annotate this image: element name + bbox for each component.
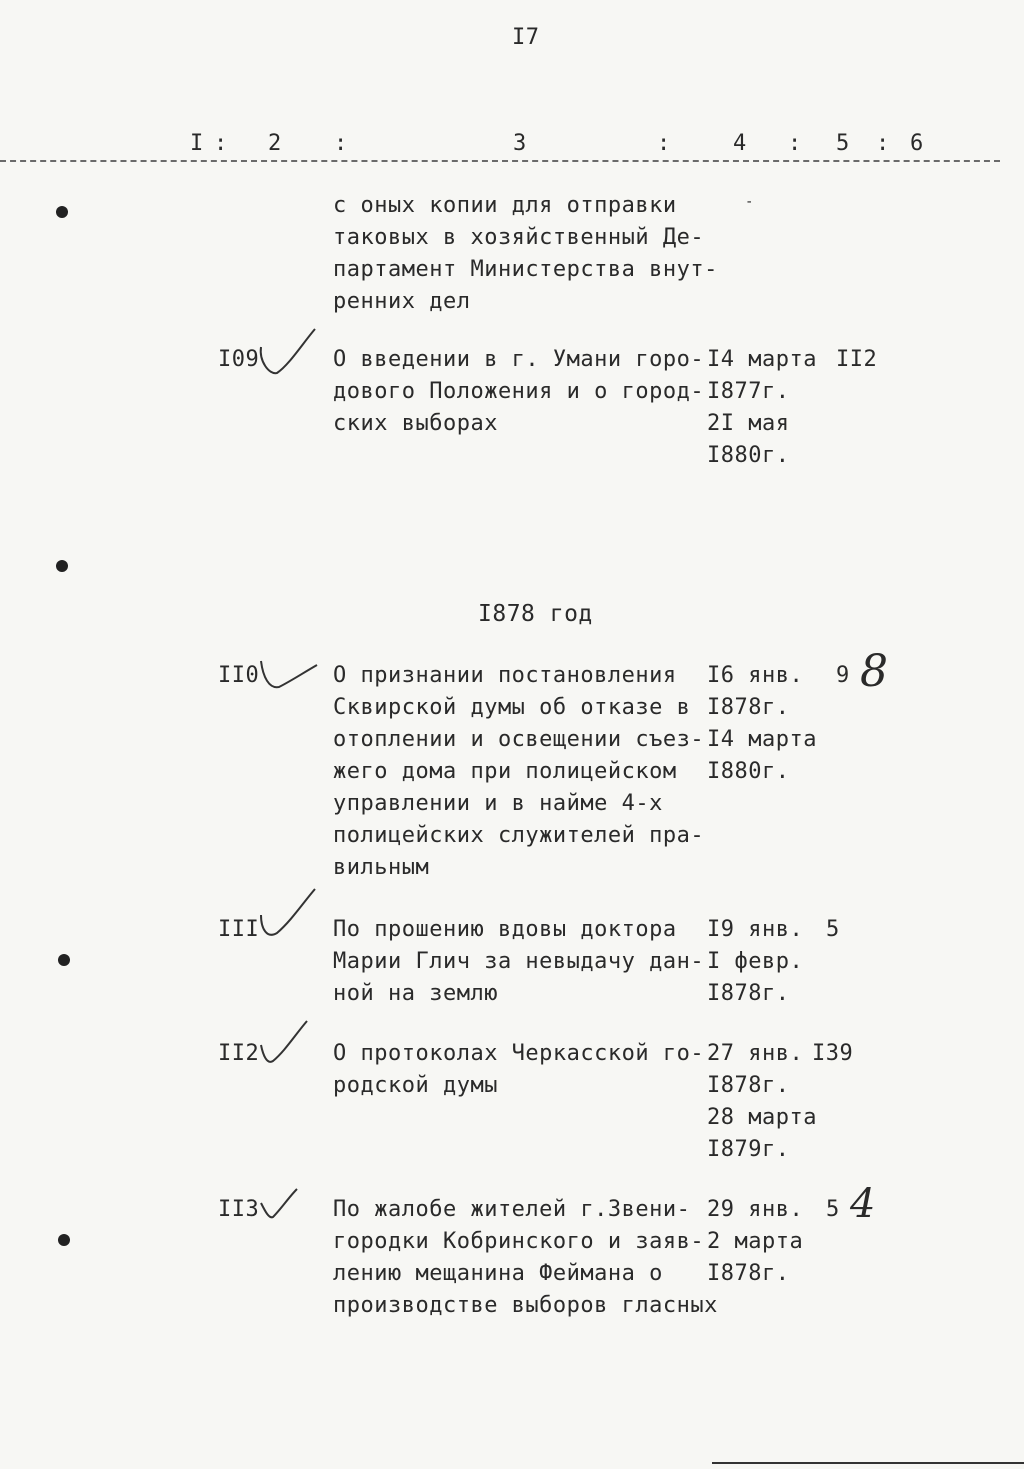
entry-date-line: 27 янв. [707, 1041, 804, 1066]
entry-desc-line: полицейских служителей пра- [333, 823, 705, 848]
entry-desc-line: Сквирской думы об отказе в [333, 695, 691, 720]
continuation-line: партамент Министерства внут- [333, 257, 718, 282]
continuation-line: с оных копии для отправки [333, 193, 677, 218]
entry-date-line: I878г. [707, 1261, 790, 1286]
header-sep: : [334, 131, 348, 156]
entry-sheets: II2 [836, 347, 878, 372]
header-sep: : [214, 131, 228, 156]
continuation-line: ренних дел [333, 289, 471, 314]
entry-date-line: I9 янв. [707, 917, 804, 942]
entry-desc-line: вильным [333, 855, 430, 880]
entry-desc-line: производстве выборов гласных [333, 1293, 718, 1318]
entry-date-line: 28 марта [707, 1105, 817, 1130]
header-col-1: I [190, 131, 204, 156]
entry-date-line: I6 янв. [707, 663, 804, 688]
entry-date-line: I4 марта [707, 727, 817, 752]
binding-hole [56, 560, 68, 572]
year-heading: I878 год [478, 601, 593, 627]
entry-desc-line: О протоколах Черкасской го- [333, 1041, 705, 1066]
continuation-col6: - [745, 194, 754, 210]
entry-desc-line: О введении в г. Умани горо- [333, 347, 705, 372]
entry-number: II0 [218, 663, 260, 688]
entry-date-line: I880г. [707, 443, 790, 468]
entry-desc-line: О признании постановления [333, 663, 677, 688]
header-sep: : [876, 131, 890, 156]
entry-desc-line: ной на землю [333, 981, 498, 1006]
header-sep: : [788, 131, 802, 156]
entry-sheets: I39 [812, 1041, 854, 1066]
bottom-rule [712, 1462, 1024, 1464]
entry-date-line: I878г. [707, 1073, 790, 1098]
entry-desc-line: лению мещанина Феймана о [333, 1261, 663, 1286]
entry-desc-line: По прошению вдовы доктора [333, 917, 677, 942]
entry-sheets-handwritten: 8 [860, 646, 889, 697]
entry-desc-line: ских выборах [333, 411, 498, 436]
header-col-2: 2 [268, 131, 282, 156]
entry-desc-line: родской думы [333, 1073, 498, 1098]
page-number: I7 [512, 25, 540, 50]
entry-date-line: 2I мая [707, 411, 790, 436]
entry-date-line: I877г. [707, 379, 790, 404]
entry-desc-line: управлении и в найме 4-х [333, 791, 663, 816]
entry-sheets: 9 [836, 663, 850, 688]
entry-desc-line: городки Кобринского и заяв- [333, 1229, 705, 1254]
header-rule [0, 160, 1000, 162]
binding-hole [58, 1234, 70, 1246]
check-mark-icon [255, 655, 325, 705]
entry-number: II3 [218, 1197, 260, 1222]
entry-date-line: I880г. [707, 759, 790, 784]
header-col-6: 6 [910, 131, 924, 156]
entry-date-line: 29 янв. [707, 1197, 804, 1222]
entry-date-line: I февр. [707, 949, 804, 974]
entry-desc-line: жего дома при полицейском [333, 759, 677, 784]
binding-hole [56, 206, 68, 218]
entry-desc-line: Марии Глич за невыдачу дан- [333, 949, 705, 974]
header-sep: : [657, 131, 671, 156]
entry-number: II2 [218, 1041, 260, 1066]
check-mark-icon [255, 1015, 315, 1075]
header-col-5: 5 [836, 131, 850, 156]
check-mark-icon [255, 885, 325, 945]
entry-desc-line: отоплении и освещении съез- [333, 727, 705, 752]
check-mark-icon [255, 325, 325, 385]
entry-sheets: 5 [826, 1197, 840, 1222]
entry-number: I09 [218, 347, 260, 372]
entry-sheets-handwritten: 4 [850, 1181, 876, 1227]
entry-desc-line: дового Положения и о город- [333, 379, 705, 404]
entry-date-line: I878г. [707, 981, 790, 1006]
entry-date-line: I4 марта [707, 347, 817, 372]
check-mark-icon [255, 1185, 305, 1225]
entry-number: III [218, 917, 260, 942]
header-col-4: 4 [733, 131, 747, 156]
continuation-line: таковых в хозяйственный Де- [333, 225, 705, 250]
entry-date-line: 2 марта [707, 1229, 804, 1254]
entry-desc-line: По жалобе жителей г.Звени- [333, 1197, 691, 1222]
entry-date-line: I878г. [707, 695, 790, 720]
entry-date-line: I879г. [707, 1137, 790, 1162]
header-col-3: 3 [513, 131, 527, 156]
entry-sheets: 5 [826, 917, 840, 942]
binding-hole [58, 954, 70, 966]
